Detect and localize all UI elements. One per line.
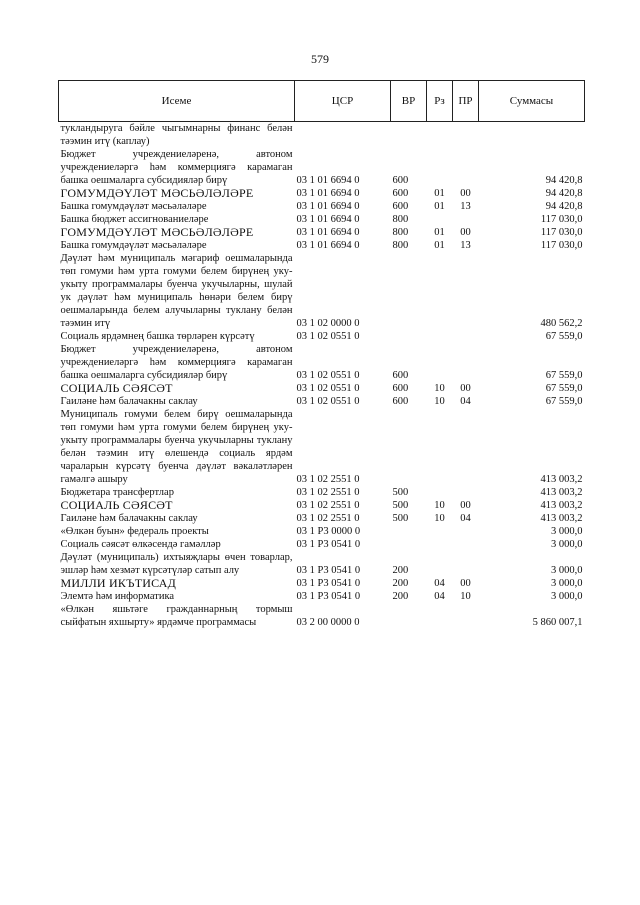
cell-rz: 04 xyxy=(434,578,445,589)
cell-pr xyxy=(453,408,479,486)
cell-sum: 5 860 007,1 xyxy=(532,617,583,628)
cell-vr xyxy=(391,603,427,629)
cell-rz: 04 xyxy=(434,591,445,602)
budget-table xyxy=(58,80,585,629)
cell-rz xyxy=(427,538,453,551)
column-header-name: Исеме xyxy=(59,81,295,122)
cell-sum: 3 000,0 xyxy=(551,526,583,537)
cell-rz: 10 xyxy=(434,500,445,511)
cell-sum: 3 000,0 xyxy=(551,591,583,602)
cell-pr xyxy=(453,148,479,187)
cell-vr: 200 xyxy=(392,565,409,576)
cell-rz xyxy=(427,525,453,538)
cell-name: МИЛЛИ ИКЪТИСАД xyxy=(60,576,176,590)
cell-sum: 94 420,8 xyxy=(545,201,583,212)
cell-sum xyxy=(479,122,585,149)
table-row xyxy=(59,551,585,577)
cell-csr: 03 1 01 6694 0 xyxy=(296,201,360,212)
cell-name: Гаиләне һәм балачакны саклау xyxy=(60,396,198,407)
cell-pr xyxy=(453,330,479,343)
cell-csr: 03 1 02 2551 0 xyxy=(296,500,360,511)
cell-pr xyxy=(453,343,479,382)
cell-vr: 600 xyxy=(392,370,409,381)
table-row xyxy=(59,343,585,382)
table-body xyxy=(59,122,585,630)
table-row xyxy=(59,122,585,149)
cell-name: «Өлкән яшьтәге гражданнарның тормыш сыйфатын яхшырту» ярдәмче программасы xyxy=(60,604,293,628)
cell-csr: 03 1 02 0551 0 xyxy=(296,331,360,342)
cell-name: Муниципаль гомуми белем бирү оешмаларында төп гомуми һәм урта гомуми белем бирүнең уку-укыту программалары буенча укучыларны туклану белән тәэмин итү өлешендә социаль ярдәм чараларын күрсәтү буенча дәүләт вәкаләтләрен гамәлгә ашыру xyxy=(60,409,293,485)
cell-sum: 413 003,2 xyxy=(540,500,583,511)
cell-sum: 117 030,0 xyxy=(540,227,583,238)
cell-name: СОЦИАЛЬ СӘЯСӘТ xyxy=(60,498,173,512)
cell-rz: 01 xyxy=(434,240,445,251)
cell-rz: 01 xyxy=(434,188,445,199)
cell-pr xyxy=(453,486,479,499)
cell-csr: 03 1 02 2551 0 xyxy=(296,487,360,498)
cell-pr: 10 xyxy=(460,591,471,602)
cell-name: Башка гомумдәүләт мәсьәләләре xyxy=(60,240,207,251)
cell-csr: 03 1 02 2551 0 xyxy=(296,513,360,524)
cell-sum: 94 420,8 xyxy=(545,175,583,186)
cell-pr: 00 xyxy=(460,188,471,199)
cell-csr: 03 1 01 6694 0 xyxy=(296,175,360,186)
cell-name: Бюджет учреждениеләренә, автоном учреждениеләргә һәм коммерциягә карамаган башка оешмаларга субсидияләр бирү xyxy=(60,149,293,186)
cell-vr: 600 xyxy=(392,201,409,212)
cell-name: ГОМУМДӘҮЛӘТ МӘСЬӘЛӘЛӘРЕ xyxy=(60,186,254,200)
cell-vr xyxy=(391,538,427,551)
cell-rz xyxy=(427,486,453,499)
cell-csr: 03 1 P3 0000 0 xyxy=(296,526,361,537)
column-header-csr: ЦСР xyxy=(295,81,391,122)
cell-vr: 200 xyxy=(392,591,409,602)
cell-rz: 10 xyxy=(434,383,445,394)
cell-name: ГОМУМДӘҮЛӘТ МӘСЬӘЛӘЛӘРЕ xyxy=(60,225,254,239)
table-row xyxy=(59,603,585,629)
cell-vr: 500 xyxy=(392,500,409,511)
column-header-vr: ВР xyxy=(391,81,427,122)
cell-name: тукландыруга бәйле чыгымнарны финанс белән тәэмин итү (каплау) xyxy=(60,123,293,147)
cell-rz: 10 xyxy=(434,513,445,524)
cell-pr xyxy=(453,252,479,330)
cell-csr: 03 1 02 0000 0 xyxy=(296,318,360,329)
cell-sum: 94 420,8 xyxy=(545,188,583,199)
column-header-pr: ПР xyxy=(453,81,479,122)
cell-name: Бюджетара трансфертлар xyxy=(60,487,174,498)
page-number: 579 xyxy=(311,52,329,66)
cell-name: Социаль сәясәт өлкәсендә гамәлләр xyxy=(60,539,221,550)
table-row xyxy=(59,499,585,512)
table-row xyxy=(59,408,585,486)
table-row xyxy=(59,382,585,395)
cell-name: СОЦИАЛЬ СӘЯСӘТ xyxy=(60,381,173,395)
table-row xyxy=(59,239,585,252)
cell-name: Башка гомумдәүләт мәсьәләләре xyxy=(60,201,207,212)
table-row xyxy=(59,590,585,603)
cell-vr: 800 xyxy=(392,214,409,225)
cell-vr: 200 xyxy=(392,578,409,589)
cell-csr: 03 2 00 0000 0 xyxy=(296,617,360,628)
cell-pr xyxy=(453,525,479,538)
cell-sum: 67 559,0 xyxy=(545,383,583,394)
cell-name: Элемтә һәм информатика xyxy=(60,591,175,602)
cell-name: Дәүләт (муниципаль) ихтыяҗлары өчен товарлар, эшләр һәм хезмәт күрсәтүләр сатып алу xyxy=(60,552,293,576)
cell-pr: 13 xyxy=(460,240,471,251)
cell-pr: 04 xyxy=(460,396,471,407)
cell-sum: 413 003,2 xyxy=(540,487,583,498)
cell-rz: 01 xyxy=(434,227,445,238)
cell-sum: 480 562,2 xyxy=(540,318,583,329)
table-row xyxy=(59,395,585,408)
cell-rz xyxy=(427,122,453,149)
cell-rz xyxy=(427,551,453,577)
table-row xyxy=(59,252,585,330)
cell-csr: 03 1 01 6694 0 xyxy=(296,188,360,199)
cell-rz: 10 xyxy=(434,396,445,407)
cell-rz xyxy=(427,343,453,382)
cell-csr: 03 1 P3 0541 0 xyxy=(296,578,361,589)
cell-pr: 00 xyxy=(460,227,471,238)
cell-csr: 03 1 02 0551 0 xyxy=(296,383,360,394)
cell-rz xyxy=(427,213,453,226)
table-row xyxy=(59,226,585,239)
cell-csr: 03 1 02 0551 0 xyxy=(296,396,360,407)
cell-rz: 01 xyxy=(434,201,445,212)
cell-vr: 500 xyxy=(392,513,409,524)
cell-csr: 03 1 02 2551 0 xyxy=(296,474,360,485)
cell-name: Башка бюджет ассигнованиеләре xyxy=(60,214,209,225)
cell-csr: 03 1 P3 0541 0 xyxy=(296,565,361,576)
cell-sum: 3 000,0 xyxy=(551,539,583,550)
table-row xyxy=(59,512,585,525)
cell-sum: 117 030,0 xyxy=(540,214,583,225)
cell-pr: 00 xyxy=(460,500,471,511)
cell-vr xyxy=(391,330,427,343)
column-header-sum: Суммасы xyxy=(479,81,585,122)
cell-vr: 600 xyxy=(392,175,409,186)
cell-pr: 00 xyxy=(460,383,471,394)
cell-vr: 600 xyxy=(392,396,409,407)
cell-pr xyxy=(453,551,479,577)
cell-vr xyxy=(391,122,427,149)
cell-vr: 600 xyxy=(392,188,409,199)
cell-pr: 04 xyxy=(460,513,471,524)
cell-pr xyxy=(453,538,479,551)
cell-sum: 117 030,0 xyxy=(540,240,583,251)
cell-pr: 13 xyxy=(460,201,471,212)
cell-csr: 03 1 01 6694 0 xyxy=(296,227,360,238)
cell-sum: 3 000,0 xyxy=(551,578,583,589)
cell-pr xyxy=(453,603,479,629)
cell-rz xyxy=(427,408,453,486)
cell-vr xyxy=(391,252,427,330)
cell-csr: 03 1 P3 0541 0 xyxy=(296,539,361,550)
cell-sum: 413 003,2 xyxy=(540,474,583,485)
cell-name: Бюджет учреждениеләренә, автоном учреждениеләргә һәм коммерциягә карамаган башка оешмаларга субсидияләр бирү xyxy=(60,344,293,381)
cell-sum: 67 559,0 xyxy=(545,331,583,342)
cell-name: Гаиләне һәм балачакны саклау xyxy=(60,513,198,524)
cell-pr xyxy=(453,213,479,226)
cell-csr xyxy=(295,122,391,149)
cell-vr xyxy=(391,525,427,538)
column-header-rz: Рз xyxy=(427,81,453,122)
cell-csr: 03 1 02 0551 0 xyxy=(296,370,360,381)
table-row xyxy=(59,330,585,343)
cell-sum: 67 559,0 xyxy=(545,396,583,407)
cell-vr: 500 xyxy=(392,487,409,498)
cell-csr: 03 1 P3 0541 0 xyxy=(296,591,361,602)
cell-pr: 00 xyxy=(460,578,471,589)
table-header-row xyxy=(59,81,585,122)
cell-name: Социаль ярдәмнең башка төрләрен күрсәтү xyxy=(60,331,255,342)
cell-rz xyxy=(427,330,453,343)
cell-sum: 413 003,2 xyxy=(540,513,583,524)
cell-csr: 03 1 01 6694 0 xyxy=(296,240,360,251)
cell-rz xyxy=(427,148,453,187)
cell-vr xyxy=(391,408,427,486)
cell-vr: 800 xyxy=(392,240,409,251)
cell-vr: 800 xyxy=(392,227,409,238)
cell-name: «Өлкән буын» федераль проекты xyxy=(60,526,209,537)
cell-vr: 600 xyxy=(392,383,409,394)
cell-name: Дәүләт һәм муниципаль мәгариф оешмаларында төп гомуми һәм урта гомуми белем бирүнең уку-укыту программалары буенча укучыларны, шулай ук дәүләт һәм муниципаль һөнәри белем бирү оешмаларында белем алучыларны туклану белән тәэмин итү xyxy=(60,253,293,329)
table-row xyxy=(59,200,585,213)
table-row xyxy=(59,538,585,551)
cell-rz xyxy=(427,603,453,629)
table-row xyxy=(59,187,585,200)
cell-rz xyxy=(427,252,453,330)
cell-csr: 03 1 01 6694 0 xyxy=(296,214,360,225)
table-row xyxy=(59,148,585,187)
cell-sum: 67 559,0 xyxy=(545,370,583,381)
cell-pr xyxy=(453,122,479,149)
table-row xyxy=(59,525,585,538)
cell-sum: 3 000,0 xyxy=(551,565,583,576)
table-row xyxy=(59,577,585,590)
